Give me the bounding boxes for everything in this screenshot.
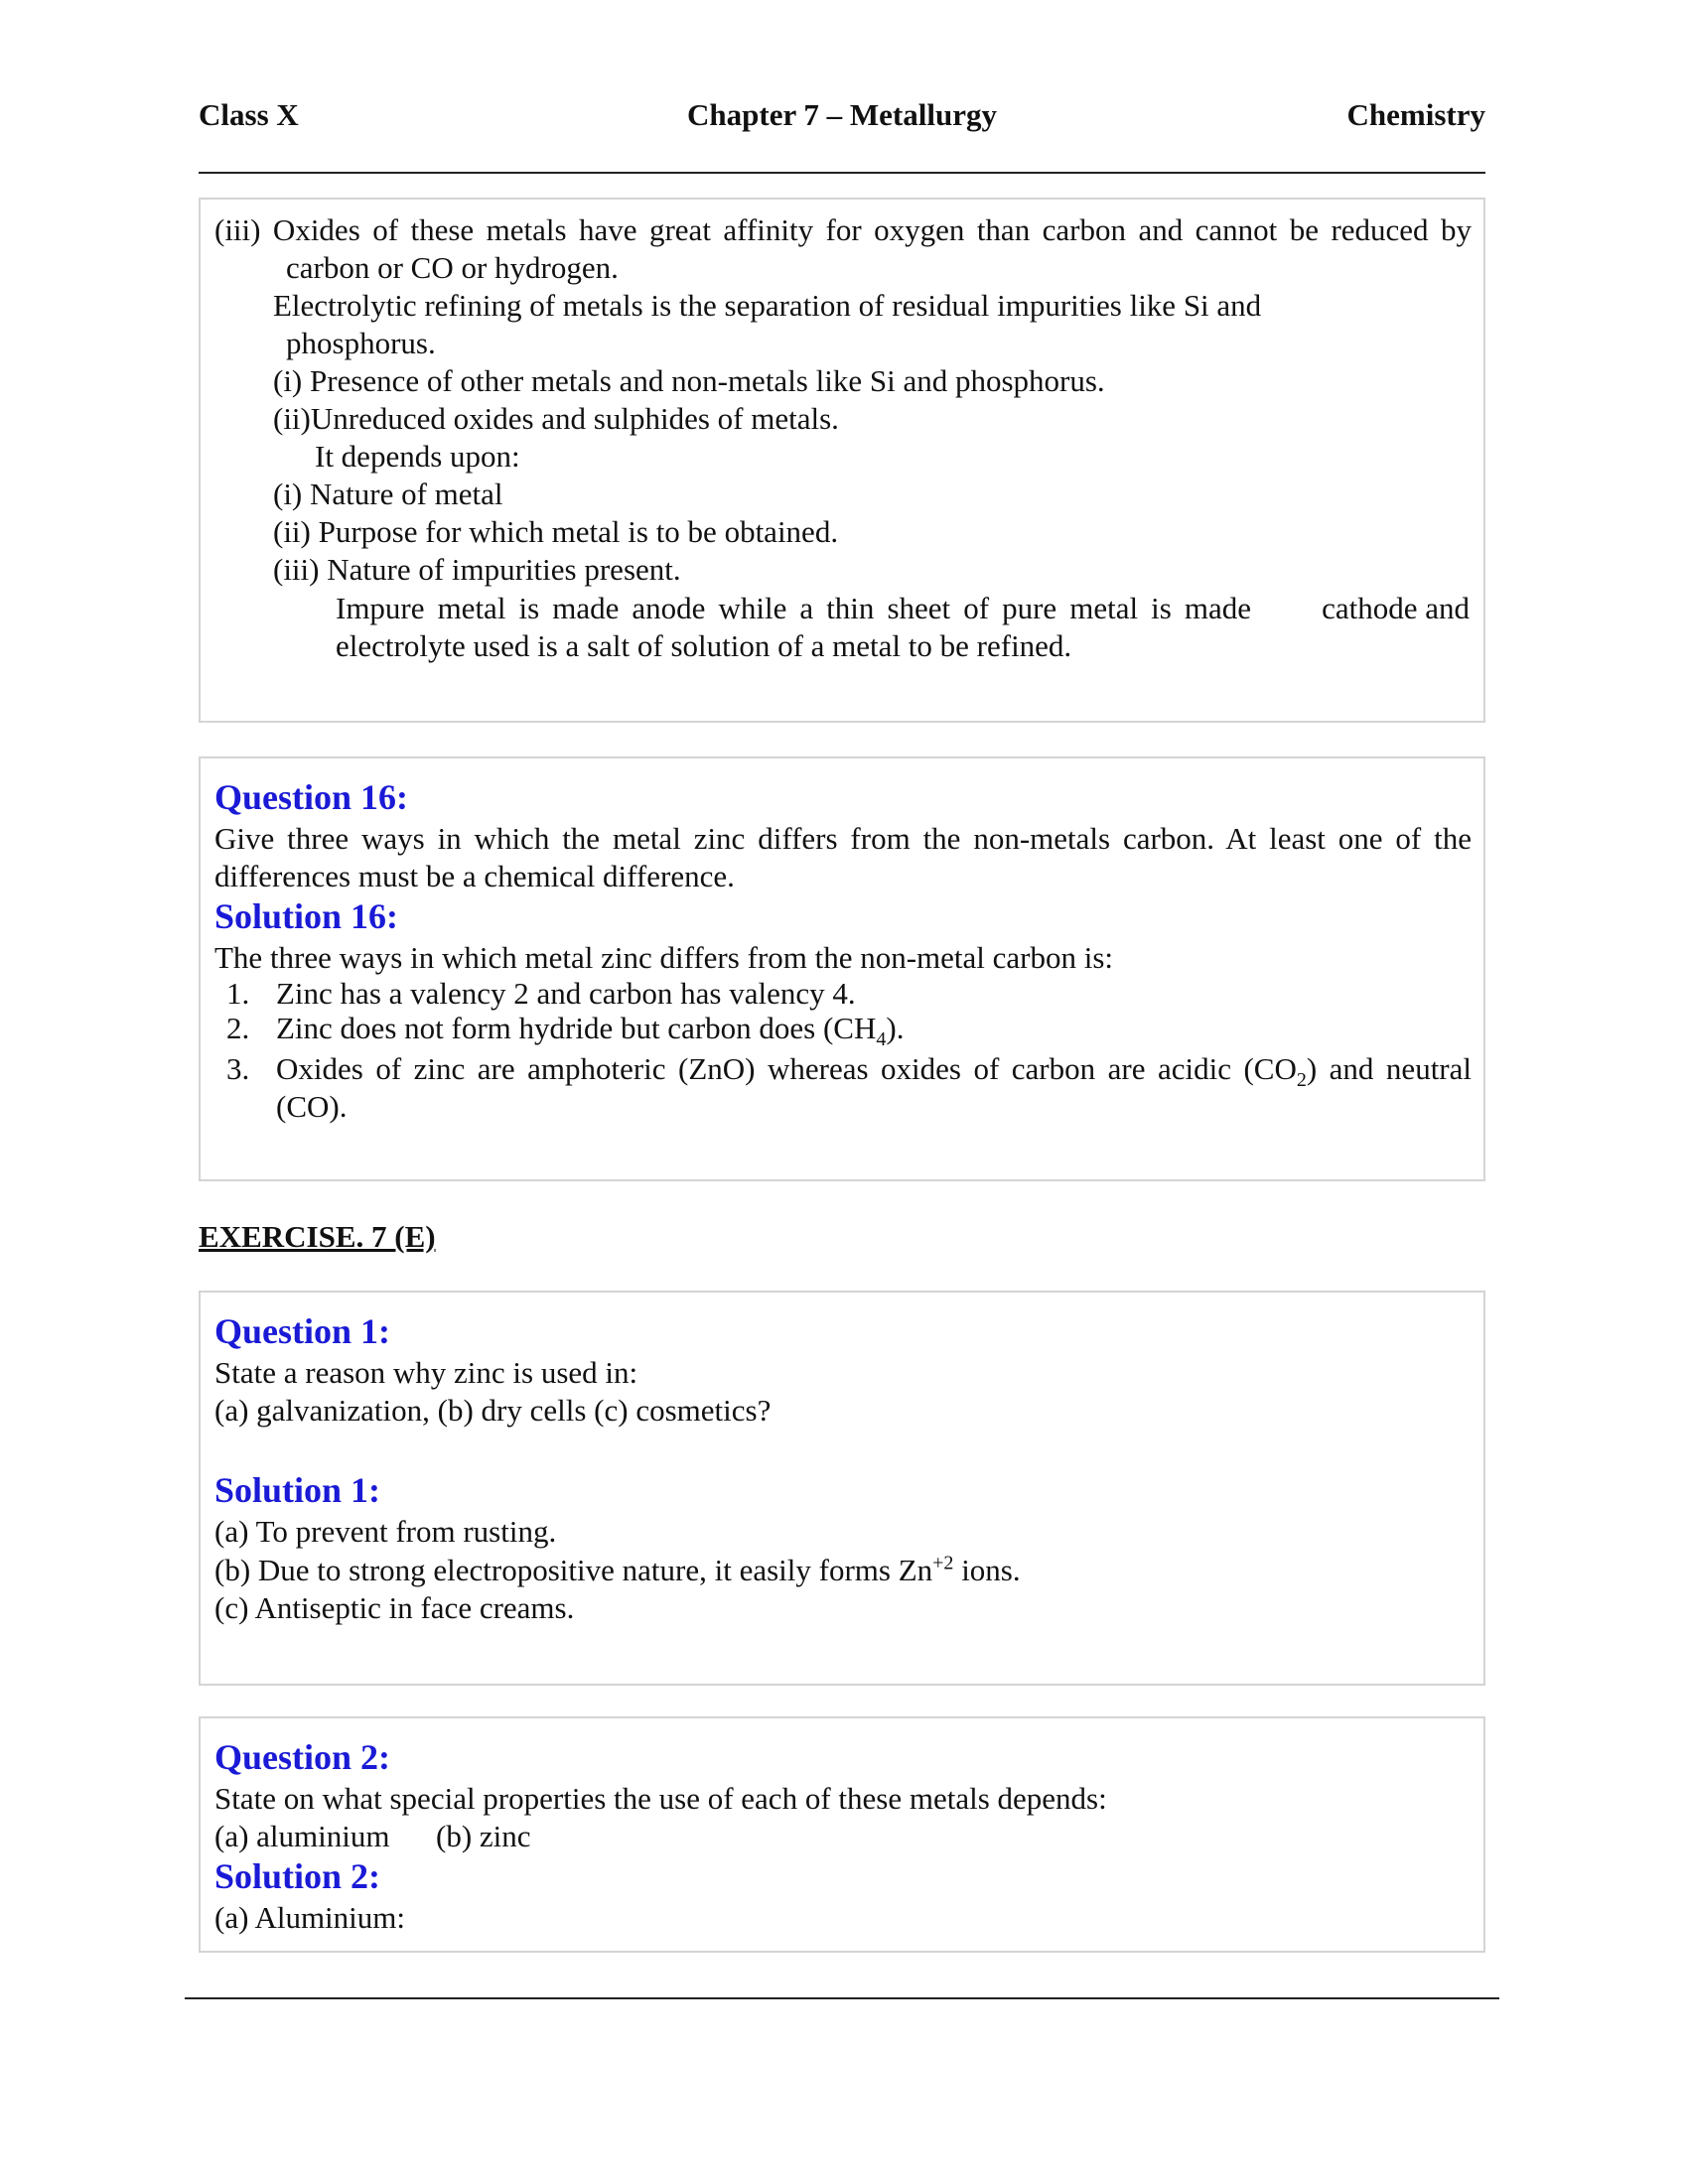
header-rule (199, 172, 1485, 174)
text-line: cathode and (1322, 591, 1470, 625)
page-header (199, 97, 1485, 141)
text-line: electrolyte used is a salt of solution of a metal to be refined. (336, 628, 1072, 663)
question-16-box (199, 756, 1485, 1181)
solution-text: (c) Antiseptic in face creams. (214, 1590, 575, 1625)
option-b: (b) zinc (436, 1819, 531, 1853)
question-heading: Question 2: (214, 1737, 391, 1777)
text-line: (ii) Purpose for which metal is to be obtained. (273, 514, 839, 549)
question-text: Give three ways in which the metal zinc differs from the non-metals carbon. At least one of the (214, 821, 1472, 856)
solution-heading: Solution 1: (214, 1470, 381, 1510)
text-line: (ii)Unreduced oxides and sulphides of metals. (273, 401, 839, 436)
solution-text: (a) Aluminium: (214, 1900, 406, 1935)
text-line: phosphorus. (286, 326, 436, 360)
option-a: (a) aluminium (214, 1819, 390, 1853)
exercise-title: EXERCISE. 7 (E) (199, 1219, 436, 1254)
header-class: Class X (199, 97, 299, 132)
list-item: Zinc has a valency 2 and carbon has valency 4. (276, 976, 856, 1011)
text-line: carbon or CO or hydrogen. (286, 250, 619, 285)
text-line: (i) Nature of metal (273, 477, 503, 511)
list-item: Zinc does not form hydride but carbon does $(CH_4)$. (276, 1011, 905, 1051)
solution-text: The three ways in which metal zinc differs from the non-metal carbon is: (214, 940, 1114, 975)
text-line: Electrolytic refining of metals is the separation of residual impurities like Si and (273, 288, 1262, 323)
text-line: (i) Presence of other metals and non-metals like Si and phosphorus. (273, 363, 1105, 398)
header-subject: Chemistry (1346, 97, 1485, 132)
solution-text: (a) To prevent from rusting. (214, 1514, 557, 1549)
text-line: It depends upon: (315, 439, 520, 474)
header-chapter: Chapter 7 – Metallurgy (687, 97, 997, 132)
list-number: 2. (226, 1011, 250, 1045)
list-item-continuation: (CO). (276, 1089, 348, 1124)
question-text: (a) galvanization, (b) dry cells (c) cosmetics? (214, 1393, 772, 1428)
question-2-box (199, 1716, 1485, 1953)
question-heading: Question 16: (214, 777, 409, 817)
list-number: 3. (226, 1051, 250, 1086)
text-line: (iii) Oxides of these metals have great affinity for oxygen than carbon and cannot be reduced by (214, 212, 1472, 247)
answer-continuation-box (199, 198, 1485, 723)
footer-rule (185, 1997, 1499, 1999)
solution-text: (b) Due to strong electropositive nature, it easily forms $Zn^{+2}$ ions. (214, 1552, 1021, 1587)
list-number: 1. (226, 976, 250, 1011)
question-heading: Question 1: (214, 1311, 391, 1351)
solution-heading: Solution 16: (214, 896, 399, 936)
question-text: State on what special properties the use of each of these metals depends: (214, 1781, 1107, 1816)
list-item: Oxides of zinc are amphoteric (ZnO) whereas oxides of carbon are acidic $(CO_2)$ and neutral (276, 1051, 1472, 1092)
question-text: differences must be a chemical difference. (214, 859, 735, 893)
text-line: Impure metal is made anode while a thin sheet of pure metal is made (336, 591, 1251, 625)
question-text: State a reason why zinc is used in: (214, 1355, 638, 1390)
solution-heading: Solution 2: (214, 1856, 381, 1896)
question-1-box (199, 1291, 1485, 1686)
text-line: (iii) Nature of impurities present. (273, 552, 681, 587)
